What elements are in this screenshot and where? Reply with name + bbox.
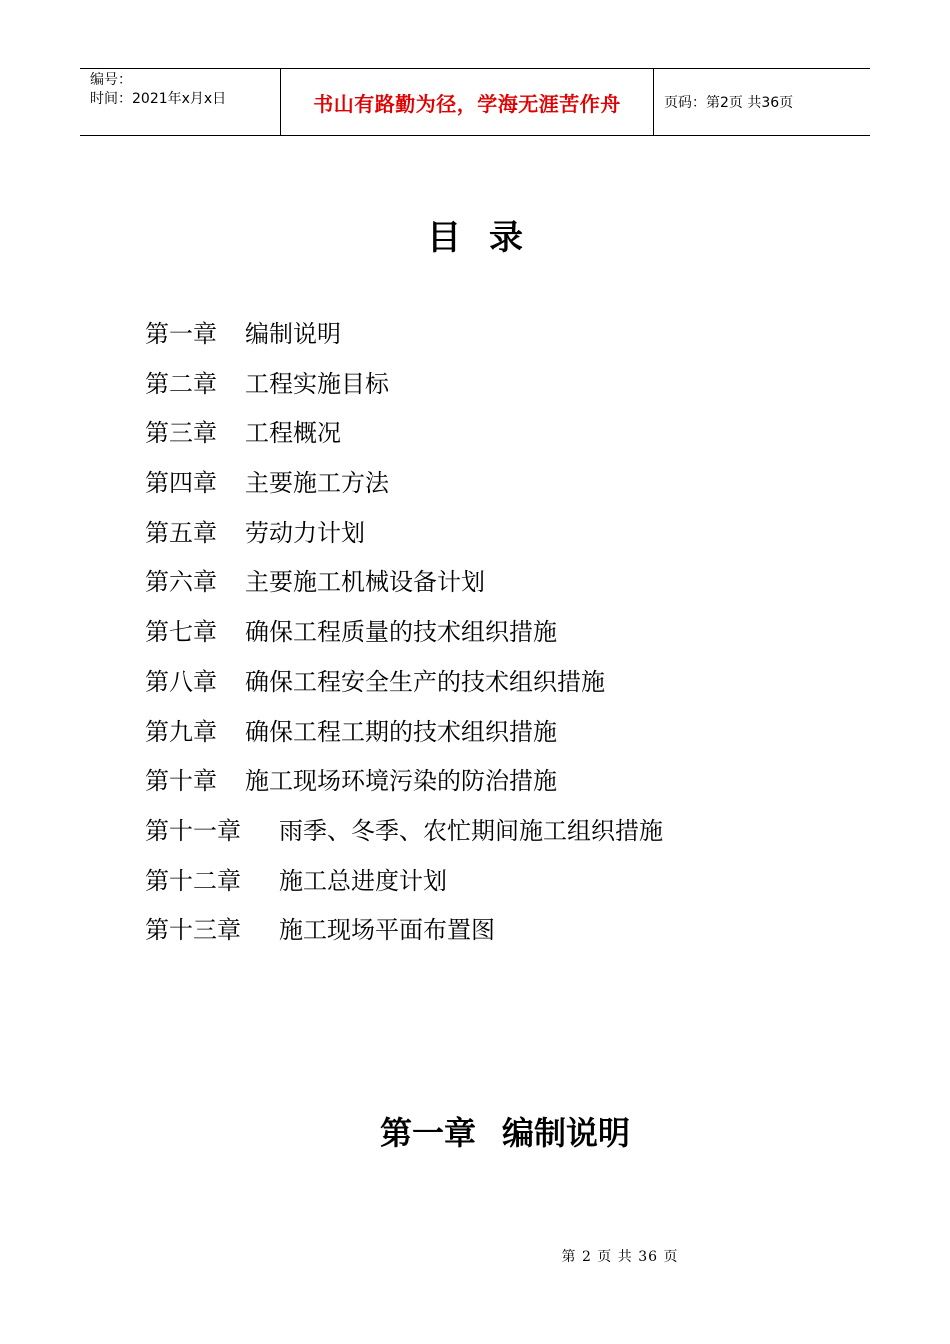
toc-chapter-title: 确保工程工期的技术组织措施	[245, 717, 557, 746]
toc-chapter-title: 施工总进度计划	[279, 866, 447, 895]
page-footer: 第 2 页 共 36 页	[561, 1249, 679, 1265]
document-date: 时间：2021年x月x日	[90, 91, 227, 107]
toc-chapter-title: 编制说明	[245, 320, 341, 348]
toc-chapter-title: 主要施工机械设备计划	[245, 568, 485, 597]
toc-chapter-title: 雨季、冬季、农忙期间施工组织措施	[279, 816, 663, 845]
toc-chapter-number: 第六章	[145, 568, 217, 597]
toc-chapter-title: 确保工程质量的技术组织措施	[245, 618, 557, 647]
table-of-contents	[145, 314, 663, 960]
toc-item[interactable]	[145, 562, 663, 612]
toc-item[interactable]	[145, 314, 663, 364]
header-motto: 书山有路勤为径，学海无涯苦作舟	[281, 69, 654, 135]
toc-item[interactable]	[145, 612, 663, 662]
toc-item[interactable]	[145, 662, 663, 712]
toc-chapter-number: 第十二章	[145, 866, 241, 895]
header-meta	[80, 69, 281, 135]
toc-chapter-title: 主要施工方法	[245, 469, 389, 498]
toc-chapter-number: 第四章	[145, 469, 217, 498]
toc-title: 目录	[427, 218, 551, 258]
toc-chapter-number: 第八章	[145, 667, 217, 696]
chapter-heading-number: 第一章	[379, 1114, 476, 1152]
toc-item[interactable]	[145, 413, 663, 463]
toc-item[interactable]	[145, 910, 663, 960]
toc-item[interactable]	[145, 811, 663, 861]
toc-chapter-title: 确保工程安全生产的技术组织措施	[245, 667, 605, 696]
toc-chapter-number: 第一章	[145, 320, 217, 348]
toc-item[interactable]	[145, 712, 663, 762]
document-number-label: 编号：	[90, 72, 132, 88]
toc-item[interactable]	[145, 463, 663, 513]
toc-chapter-title: 施工现场环境污染的防治措施	[245, 767, 557, 796]
toc-item[interactable]	[145, 513, 663, 563]
header-page-info: 页码：第2页 共36页	[664, 95, 794, 111]
page-header	[80, 68, 870, 136]
chapter-heading	[0, 1108, 950, 1154]
toc-chapter-number: 第三章	[145, 419, 217, 448]
toc-chapter-number: 第七章	[145, 618, 217, 647]
toc-chapter-title: 劳动力计划	[245, 518, 365, 547]
toc-chapter-title: 施工现场平面布置图	[279, 916, 495, 945]
toc-chapter-number: 第十三章	[145, 916, 241, 945]
chapter-heading-title: 编制说明	[502, 1114, 631, 1152]
toc-chapter-number: 第九章	[145, 717, 217, 746]
toc-chapter-number: 第十一章	[145, 816, 241, 845]
toc-chapter-title: 工程实施目标	[245, 369, 389, 398]
toc-chapter-title: 工程概况	[245, 419, 341, 448]
toc-item[interactable]	[145, 364, 663, 414]
toc-chapter-number: 第五章	[145, 518, 217, 547]
toc-chapter-number: 第二章	[145, 369, 217, 398]
toc-item[interactable]	[145, 761, 663, 811]
toc-item[interactable]	[145, 861, 663, 911]
toc-chapter-number: 第十章	[145, 767, 217, 796]
